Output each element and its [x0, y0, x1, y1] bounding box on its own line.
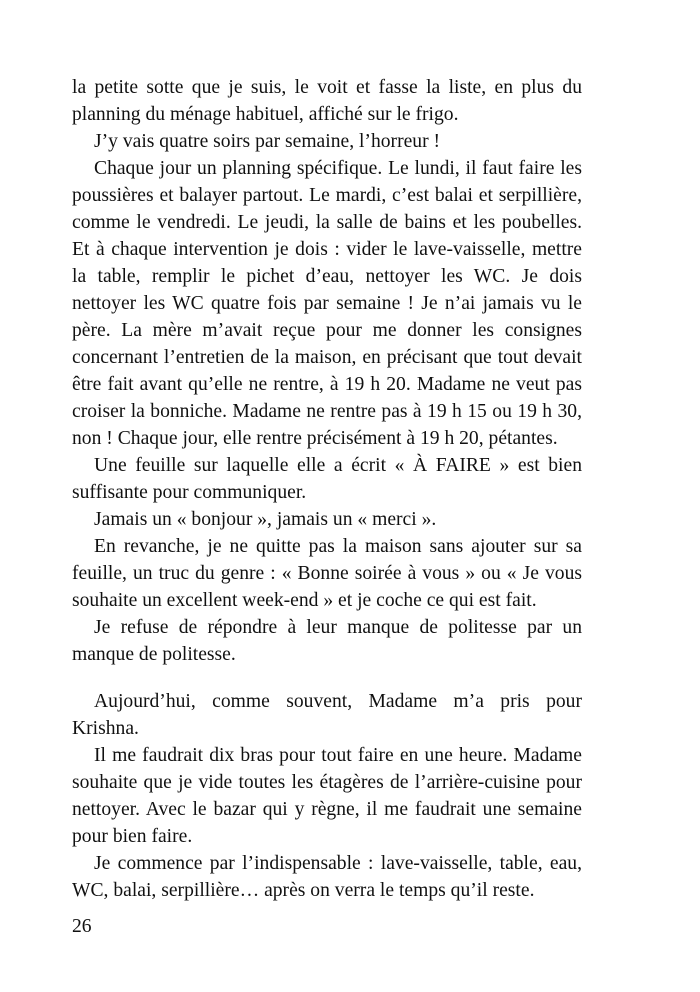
text-line: feuille, un truc du genre : « Bonne soirée à vous » ou « Je vous [72, 563, 582, 584]
text-line: nettoyer les WC quatre fois par semaine ! Je n’ai jamais vu le [72, 293, 582, 314]
page-number: 26 [72, 916, 92, 937]
text-line: la petite sotte que je suis, le voit et fasse la liste, en plus du [72, 77, 582, 98]
text-line: WC, balai, serpillière… après on verra le temps qu’il reste. [72, 880, 535, 901]
text-line: Je commence par l’indispensable : lave-vaisselle, table, eau, [94, 853, 582, 874]
text-line: Chaque jour un planning spécifique. Le lundi, il faut faire les [94, 158, 582, 179]
text-line: souhaite que je vide toutes les étagères de l’arrière-cuisine pour [72, 772, 582, 793]
text-line: Et à chaque intervention je dois : vider le lave-vaisselle, mettre [72, 239, 582, 260]
text-line: suffisante pour communiquer. [72, 482, 307, 503]
text-line: planning du ménage habituel, affiché sur le frigo. [72, 104, 459, 125]
text-line: Krishna. [72, 718, 139, 739]
text-line: En revanche, je ne quitte pas la maison sans ajouter sur sa [94, 536, 582, 557]
text-line: pour bien faire. [72, 826, 193, 847]
text-line: Jamais un « bonjour », jamais un « merci ». [94, 509, 437, 530]
text-line: être fait avant qu’elle ne rentre, à 19 h 20. Madame ne veut pas [72, 374, 582, 395]
text-line: Aujourd’hui, comme souvent, Madame m’a pris pour [94, 691, 582, 712]
text-line: Il me faudrait dix bras pour tout faire en une heure. Madame [94, 745, 582, 766]
text-line: non ! Chaque jour, elle rentre précisément à 19 h 20, pétantes. [72, 428, 558, 449]
text-line: poussières et balayer partout. Le mardi, c’est balai et serpillière, [72, 185, 582, 206]
text-line: père. La mère m’avait reçue pour me donner les consignes [72, 320, 582, 341]
text-line: souhaite un excellent week-end » et je coche ce qui est fait. [72, 590, 537, 611]
text-line: Je refuse de répondre à leur manque de politesse par un [94, 617, 582, 638]
text-line: concernant l’entretien de la maison, en précisant que tout devait [72, 347, 582, 368]
text-line: croiser la bonniche. Madame ne rentre pas à 19 h 15 ou 19 h 30, [72, 401, 582, 422]
text-line: comme le vendredi. Le jeudi, la salle de bains et les poubelles. [72, 212, 582, 233]
text-line: la table, remplir le pichet d’eau, nettoyer les WC. Je dois [72, 266, 582, 287]
text-line: Une feuille sur laquelle elle a écrit « À FAIRE » est bien [94, 455, 582, 476]
text-line: nettoyer. Avec le bazar qui y règne, il me faudrait une semaine [72, 799, 582, 820]
text-line: J’y vais quatre soirs par semaine, l’horreur ! [94, 131, 441, 152]
text-line: manque de politesse. [72, 644, 236, 665]
